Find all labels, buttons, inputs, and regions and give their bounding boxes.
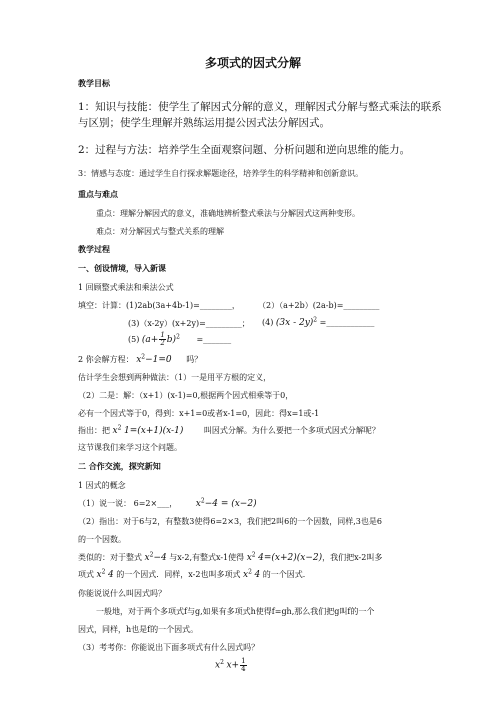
analogy-term: −4 [153, 553, 167, 563]
fill-label: 填空：计算： [78, 301, 126, 310]
question-5-blank: =_______ [196, 335, 232, 344]
key-heading: 重点与难点 [78, 189, 118, 199]
say-numeric: 6=2×___， [133, 499, 178, 508]
analogy-2-term-2: 4 [254, 570, 261, 580]
point-2-line-a: （2）指出：对于6与2，有整数3使得6=2×3，我们把2叫6的一个因数，同样,3也是6 [78, 517, 382, 526]
point-out-question: 叫因式分解。为什么要把一个多项式因式分解呢？ [203, 426, 380, 435]
point-out-label: 指出：把 [78, 426, 110, 435]
goal-1-line-b: 与区别；使学生理解并熟练运用提公因式法分解因式。 [78, 117, 330, 129]
goals-heading: 教学目标 [78, 78, 110, 88]
difficulty: 难点：对分解因式与整式关系的理解 [96, 227, 224, 236]
fraction-numerator: 1 [160, 331, 165, 339]
general-line-a: 一般地，对于两个多项式f与g,如果有多项式h使得f=gh,那么我们把g叫f的一个 [96, 607, 375, 616]
document-title: 多项式的因式分解 [205, 56, 302, 70]
question-4 [262, 317, 374, 329]
general-line-b: 因式，同样，h也是f的一个因式。 [78, 625, 199, 634]
analogy-var-2: x [246, 553, 252, 563]
question-1: (1)2ab(3a+4b-1)=________， [126, 301, 240, 310]
point-out-exponent: 2 [117, 424, 122, 432]
analogy-tail: ，我们把x-2叫多 [322, 553, 383, 562]
goal-1-line-a: 1：知识与技能：使学生了解因式分解的意义，理解因式分解与整式乘法的联系 [78, 101, 442, 113]
fill-line-1 [78, 300, 240, 311]
say-var: x [195, 499, 201, 509]
say-label: （1）说一说： [78, 499, 132, 508]
equation-tail: −1=0 [145, 355, 172, 365]
analogy-line-1 [78, 552, 382, 564]
final-fraction [240, 658, 246, 673]
analogy-factorization: 4=(x+2)(x−2) [258, 553, 323, 563]
say-exponent: 2 [200, 497, 205, 505]
question-4-label: (4) [262, 318, 274, 327]
analogy-exponent: 2 [149, 551, 154, 559]
point-out-factorization: 1=(x+1)(x-1) [124, 426, 184, 436]
method-2-line: （2）二是：解：（x+1）(x-1)=0,根据两个因式相乘等于0， [78, 391, 294, 400]
key-point: 重点：理解分解因式的意义，准确地辨析整式乘法与分解因式这两种变形。 [96, 209, 360, 218]
final-var: x [215, 660, 221, 671]
analogy-var: x [144, 553, 150, 563]
question-4-blank: =____________ [319, 318, 375, 327]
analogy-2-exponent-2: 2 [248, 568, 252, 576]
equation-exponent: 2 [141, 353, 146, 361]
question-5-label: (5) [128, 335, 140, 344]
lesson-line: 这节课我们来学习这个问题。 [78, 443, 182, 452]
solve-tail: 吗？ [186, 355, 203, 364]
analogy-middle: 与x-2,有整式x-1使得 [169, 553, 245, 562]
question-5-term-b: b) [166, 335, 177, 345]
question-2: （2）（a+2b）(2a-b)=_________ [258, 301, 380, 310]
analogy-2-var-2: x [243, 570, 249, 580]
goal-2: 2：过程与方法：培养学生全面观察问题、分析问题和逆向思维的能力。 [78, 144, 411, 156]
solve-equation-line [78, 354, 202, 366]
analogy-line-2 [78, 569, 311, 581]
analogy-2-middle: 的一个因式．同样，x-2也叫多项式 [116, 570, 241, 579]
question-5-term-a: a+ [145, 335, 159, 345]
final-expression [215, 658, 248, 673]
equation-var: x [136, 355, 142, 365]
final-fraction-denominator: 4 [241, 665, 246, 673]
point-2-line-b: 的一个因数。 [78, 535, 126, 544]
say-line [78, 498, 257, 510]
question-5 [128, 332, 231, 347]
solve-label: 2 你会解方程： [78, 355, 134, 364]
ask-line: 你能说说什么叫因式吗？ [78, 589, 166, 598]
point-out-line [78, 425, 380, 437]
estimate-line: 估计学生会想到两种做法：（1）一是用平方根的定义， [78, 373, 272, 382]
analogy-exponent-2: 2 [251, 551, 256, 559]
analogy-label: 类似的：对于整式 [78, 553, 142, 562]
final-term: x+ [226, 660, 240, 671]
analogy-2-exponent: 2 [101, 568, 106, 576]
test-line: （3）考考你：你能说出下面多项式有什么因式吗？ [78, 643, 260, 652]
question-5-exponent: 2 [176, 333, 180, 341]
question-4-expression: (3x - 2y) [275, 318, 314, 328]
analogy-2-label: 项式 [78, 570, 94, 579]
analogy-2-var: x [96, 570, 102, 580]
section-1-heading: 一、创设情境，导入新课 [78, 263, 166, 273]
conclusion-line: 必有一个因式等于0，得到：x+1=0或者x-1=0，因此：得x=1或-1 [78, 409, 320, 418]
analogy-2-term: 4 [108, 570, 114, 580]
question-5-fraction [159, 332, 165, 347]
question-5-expression: (a+ $\frac{1}{2}$ b) [141, 331, 177, 347]
review-line: 1 回顾整式乘法和乘法公式 [78, 283, 174, 292]
fraction-denominator: 2 [160, 339, 165, 347]
point-out-var: x [112, 426, 118, 436]
section-2-heading: 二 合作交流，探究新知 [78, 461, 161, 471]
question-3: (3)（x-2y）(x+2y)=_________； [128, 319, 250, 328]
final-exponent: 2 [220, 658, 224, 666]
concept-heading: 1 因式的概念 [78, 481, 126, 490]
question-4-exponent: 2 [313, 316, 318, 324]
final-fraction-numerator: 1 [241, 657, 246, 665]
process-heading: 教学过程 [78, 244, 110, 254]
say-factorization: −4 = (x−2) [204, 499, 257, 509]
goal-3: 3：情感与态度：通过学生自行探求解题途径，培养学生的科学精神和创新意识。 [78, 169, 364, 178]
analogy-2-tail: 的一个因式． [262, 570, 311, 579]
